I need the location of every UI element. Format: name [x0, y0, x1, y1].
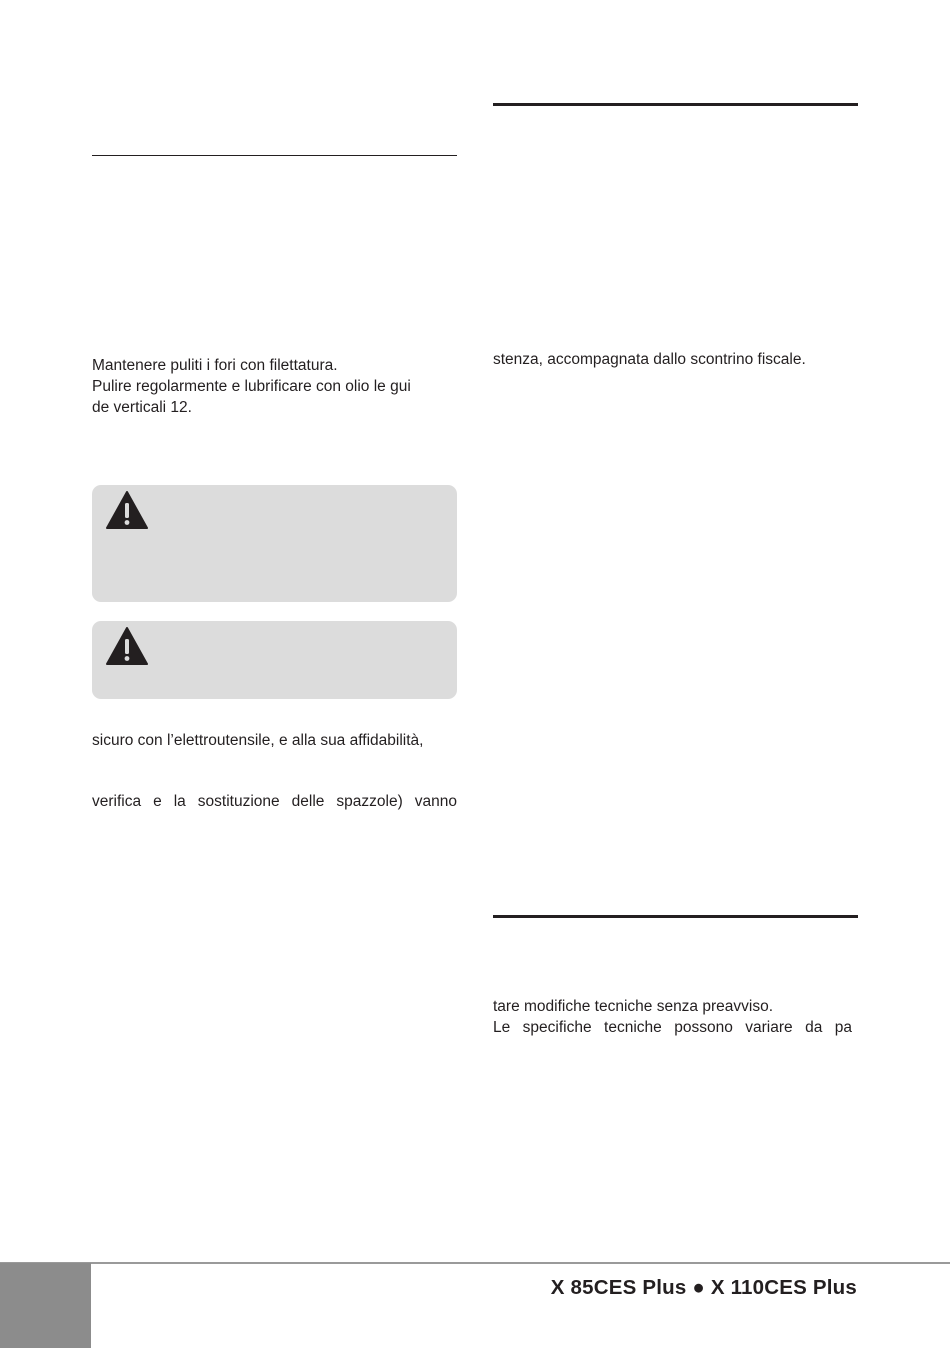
footer-model-title: X 85CES Plus ● X 110CES Plus: [550, 1276, 857, 1299]
warning-box-1: [92, 485, 457, 602]
right-paragraph-line-1: tare modifiche tecniche senza preavviso.: [493, 998, 774, 1015]
left-paragraph-line-1: Mantenere puliti i fori con filettatura.: [92, 357, 338, 374]
left-section-rule: [92, 155, 457, 156]
right-paragraph-line-2: Le specifiche tecniche possono variare da pa: [493, 1019, 852, 1036]
left-paragraph-line-2: Pulire regolarmente e lubrificare con olio le gui: [92, 378, 411, 395]
warning-triangle-icon: [105, 626, 149, 666]
left-fragment-2: verifica e la sostituzione delle spazzole) vanno: [92, 793, 457, 810]
left-fragment-1: sicuro con l’elettroutensile, e alla sua affidabilità,: [92, 732, 424, 749]
page-number-block: [0, 1263, 91, 1348]
footer-rule: [0, 1262, 950, 1264]
left-paragraph-line-3: de verticali 12.: [92, 399, 192, 416]
warning-triangle-icon: [105, 490, 149, 530]
right-fragment-1: stenza, accompagnata dallo scontrino fiscale.: [493, 351, 806, 368]
right-section-rule-top: [493, 103, 858, 106]
right-section-rule-bottom: [493, 915, 858, 918]
warning-box-2: [92, 621, 457, 699]
